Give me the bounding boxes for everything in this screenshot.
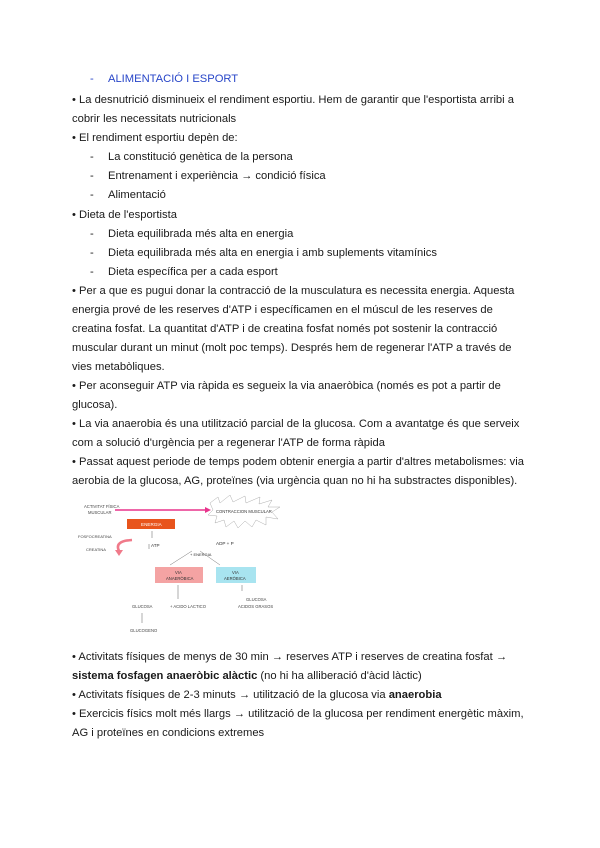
curved-arrow — [118, 540, 132, 551]
paragraph-line: glucosa). — [72, 399, 118, 411]
label-acidos-grasos: ACIDOS GRASOS — [238, 604, 274, 609]
pink-arrowhead — [205, 507, 211, 513]
bold-term: anaerobia — [388, 689, 442, 701]
paragraph-line: aerobia de la glucosa, AG, proteïnes (via urgència quan no hi ha substractes disponibles). — [72, 475, 518, 487]
label-energia-small: + ENERGIA — [190, 552, 212, 557]
label-anaerobic-1: VIA — [175, 570, 182, 575]
paragraph-line: • Passat aquest periode de temps podem obtenir energia a partir d'altres metabolismes: via — [72, 456, 524, 468]
paragraph-line: creatina fosfat. La quantitat d'ATP i de creatina fosfat només pot sostenir la contracció — [72, 323, 498, 335]
list-item: Dieta específica per a cada esport — [108, 266, 278, 278]
paragraph-line: • Per aconseguir ATP via ràpida es segueix la via anaeròbica (només es pot a partir de — [72, 380, 501, 392]
list-item: La constitució genètica de la persona — [108, 151, 293, 163]
paragraph-line: • El rendiment esportiu depèn de: — [72, 132, 238, 144]
label-creatina: CREATINA — [86, 547, 106, 552]
list-dash: - — [90, 151, 94, 163]
curved-arrowhead — [115, 550, 123, 556]
list-dash: - — [90, 228, 94, 240]
paragraph-line: • La desnutrició disminueix el rendiment esportiu. Hem de garantir que l'esportista arribi a — [72, 94, 514, 106]
list-item: Dieta equilibrada més alta en energia — [108, 228, 294, 240]
label-contraccion: CONTRACCION MUSCULAR — [216, 509, 272, 514]
paragraph-line: vies metabòliques. — [72, 361, 165, 373]
label-anaerobic-2: ANAERÒBICA — [166, 576, 194, 581]
paragraph-line: • Per a que es pugui donar la contracció de la musculatura es necessita energia. Aquesta — [72, 285, 515, 297]
list-item: Alimentació — [108, 189, 166, 201]
label-energia: ENERGIA — [141, 522, 162, 527]
list-item: Dieta equilibrada més alta en energia i amb suplements vitamínics — [108, 247, 437, 259]
branch-left — [170, 551, 192, 565]
paragraph-line — [72, 669, 422, 683]
bold-term: sistema fosfagen anaeròbic alàctic — [72, 670, 258, 682]
energy-metabolism-diagram — [70, 495, 310, 640]
list-dash: - — [90, 170, 94, 182]
paragraph-line: com a solució d'urgència per a regenerar l'ATP de forma ràpida — [72, 437, 385, 449]
label-actividad-1: ACTIVITAT FÍSICA — [84, 504, 120, 509]
paragraph-line: cobrir les necessitats nutricionals — [72, 113, 237, 125]
label-glucosa-left: GLUCOSA — [132, 604, 153, 609]
section-heading: ALIMENTACIÓ I ESPORT — [108, 73, 239, 85]
list-dash: - — [90, 247, 94, 259]
label-aerobic-1: VIA — [232, 570, 239, 575]
label-acido-lactico: + ACIDO LACTICO — [170, 604, 206, 609]
label-atp: ATP — [151, 543, 160, 548]
label-adp: ADP + P — [216, 541, 234, 546]
paragraph-line: • Activitats físiques de menys de 30 min → reserves ATP i reserves de creatina fosfat → — [72, 651, 508, 663]
paragraph-line: AG i proteïnes en condicions extremes — [72, 727, 265, 739]
paragraph-line: muscular durant un minut (molt poc temps). Després hem de regenerar l'ATP a través de — [72, 342, 512, 354]
paragraph-text: • Activitats físiques de 2-3 minuts → utilització de la glucosa via — [72, 689, 389, 701]
label-glucosa-right: GLUCOSA — [246, 597, 267, 602]
paragraph-line: • La via anaerobia és una utilització parcial de la glucosa. Com a avantatge és que serveix — [72, 418, 520, 430]
paragraph-line — [72, 688, 442, 702]
list-item: Entrenament i experiència → condició física — [108, 170, 326, 182]
paragraph-line: energia prové de les reserves d'ATP i específicamen en el múscul de les reserves de — [72, 304, 493, 316]
list-dash: - — [90, 266, 94, 278]
list-dash: - — [90, 189, 94, 201]
paragraph-line: • Dieta de l'esportista — [72, 209, 177, 221]
paragraph-text: (no hi ha alliberació d'àcid làctic) — [257, 670, 422, 682]
label-aerobic-2: AERÒBICA — [224, 576, 246, 581]
label-actividad-2: MUSCULAR — [88, 510, 112, 515]
heading-dash: - — [90, 73, 94, 85]
label-fosfocreatina: FOSFOCREATINA — [78, 534, 112, 539]
paragraph-line: • Exercicis físics molt més llargs → utilització de la glucosa per rendiment energètic màxim, — [72, 708, 524, 720]
label-glucogeno: GLUCOGENO — [130, 628, 158, 633]
